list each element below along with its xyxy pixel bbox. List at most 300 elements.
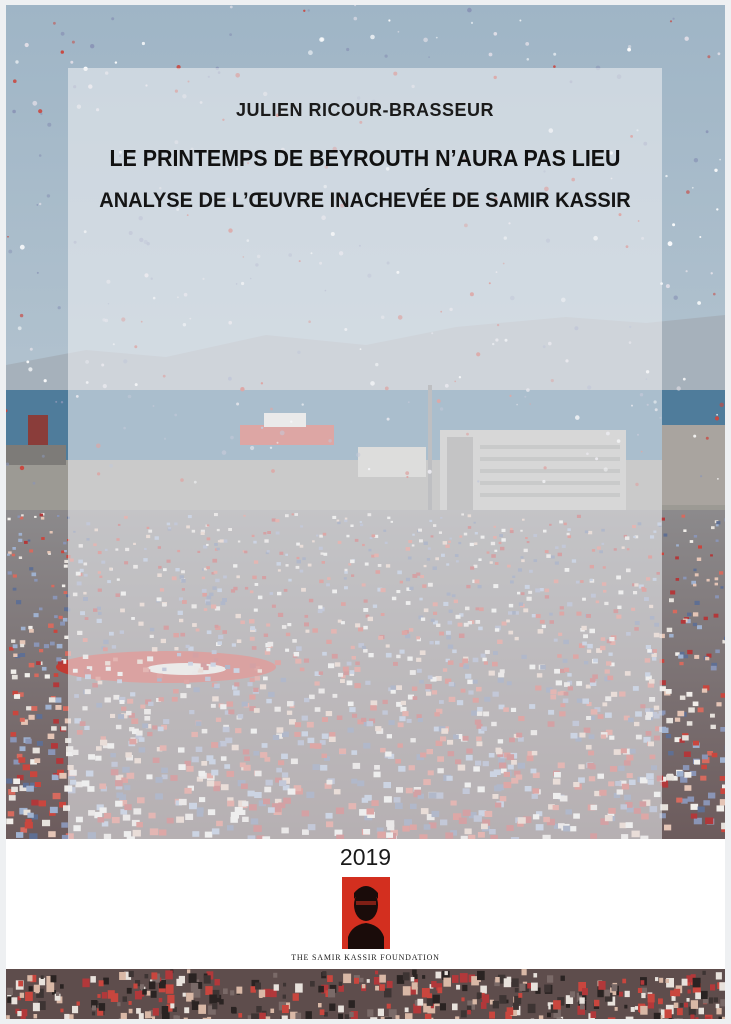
balloon-texture <box>142 42 145 45</box>
crowd-texture <box>274 984 279 990</box>
crowd-texture <box>39 800 46 806</box>
balloon-texture <box>40 113 42 115</box>
crowd-texture <box>702 971 705 975</box>
crowd-texture <box>547 975 553 982</box>
crowd-texture <box>339 982 343 986</box>
crowd-texture <box>295 983 303 992</box>
crowd-texture <box>499 995 506 1004</box>
crowd-texture <box>7 988 13 995</box>
crowd-texture <box>56 657 61 661</box>
crowd-texture <box>63 542 66 545</box>
crowd-texture <box>489 1012 495 1019</box>
balloon-texture <box>693 435 696 438</box>
crowd-texture <box>680 1003 684 1007</box>
crowd-texture <box>619 992 623 997</box>
crowd-texture <box>721 693 725 698</box>
crowd-texture <box>648 994 655 1003</box>
portrait-logo-icon <box>342 877 390 949</box>
crowd-texture <box>207 1017 211 1019</box>
crowd-texture <box>427 998 433 1006</box>
crowd-texture <box>11 787 18 792</box>
crowd-texture <box>270 1009 274 1013</box>
crowd-texture <box>318 986 324 993</box>
crowd-texture <box>282 1016 288 1020</box>
crowd-texture <box>24 541 28 544</box>
crowd-texture <box>716 1008 721 1014</box>
crowd-texture <box>251 986 256 993</box>
crowd-texture <box>19 533 23 536</box>
crowd-texture <box>136 1008 141 1014</box>
crowd-texture <box>13 588 17 591</box>
crowd-texture <box>184 1018 188 1019</box>
balloon-texture <box>713 293 716 296</box>
crowd-texture <box>579 997 584 1004</box>
crowd-texture <box>677 1008 683 1015</box>
crowd-texture <box>658 998 663 1004</box>
crowd-texture <box>8 518 11 521</box>
crowd-texture <box>324 1012 328 1017</box>
crowd-texture <box>683 529 686 532</box>
crowd-texture <box>61 551 64 554</box>
crowd-texture <box>597 990 603 998</box>
crowd-texture <box>690 540 694 543</box>
crowd-texture <box>322 971 326 976</box>
crowd-texture <box>553 1000 561 1009</box>
crowd-texture <box>338 985 344 992</box>
crowd-texture <box>18 757 25 763</box>
crowd-texture <box>669 598 674 602</box>
crowd-texture <box>48 734 55 739</box>
crowd-texture <box>668 751 674 755</box>
balloon-texture <box>12 110 16 114</box>
crowd-texture <box>664 825 671 831</box>
crowd-texture <box>720 776 725 781</box>
balloon-texture <box>53 22 56 25</box>
crowd-texture <box>461 1010 467 1017</box>
crowd-texture <box>345 1014 349 1019</box>
crowd-texture <box>719 571 723 574</box>
crowd-texture <box>666 775 674 781</box>
crowd-texture <box>412 982 418 989</box>
crowd-texture <box>716 540 719 542</box>
crowd-texture <box>64 591 68 594</box>
crowd-texture <box>687 721 693 726</box>
crowd-texture <box>608 1017 616 1019</box>
crowd-texture <box>452 975 459 983</box>
crowd-texture <box>53 719 59 724</box>
crowd-texture <box>20 718 25 722</box>
crowd-texture <box>683 577 686 580</box>
crowd-texture <box>631 1007 635 1012</box>
balloon-texture <box>20 245 25 250</box>
crowd-texture <box>198 1005 206 1014</box>
crowd-texture <box>708 793 715 799</box>
crowd-texture <box>455 1016 459 1019</box>
crowd-texture <box>45 674 50 678</box>
crowd-texture <box>662 783 668 788</box>
crowd-texture <box>20 993 24 998</box>
crowd-texture <box>412 970 417 976</box>
crowd-texture <box>677 771 684 777</box>
crowd-texture <box>187 969 190 973</box>
crowd-texture <box>515 988 519 993</box>
crowd-texture <box>64 1014 69 1019</box>
crowd-texture <box>184 1007 189 1013</box>
crowd-texture <box>507 977 512 982</box>
crowd-texture <box>604 990 610 997</box>
crowd-texture <box>384 988 392 997</box>
crowd-texture <box>375 971 378 975</box>
crowd-texture <box>51 743 58 749</box>
crowd-texture <box>635 1006 638 1010</box>
crowd-texture <box>11 670 16 674</box>
crowd-texture <box>53 682 59 687</box>
balloon-texture <box>20 466 24 470</box>
crowd-texture <box>102 992 107 999</box>
crowd-texture <box>293 993 299 1001</box>
crowd-texture <box>666 718 673 723</box>
balloon-texture <box>72 41 75 44</box>
crowd-texture <box>682 515 686 518</box>
crowd-texture <box>705 1017 711 1019</box>
crowd-texture <box>49 697 56 702</box>
balloon-texture <box>370 35 375 40</box>
crowd-texture <box>20 653 25 657</box>
crowd-texture <box>59 773 66 779</box>
crowd-texture <box>153 1008 159 1016</box>
crowd-texture <box>367 1009 373 1016</box>
balloon-texture <box>627 48 631 52</box>
crowd-texture <box>36 714 42 719</box>
crowd-photo-strip <box>6 969 725 1019</box>
crowd-texture <box>29 549 33 552</box>
crowd-texture <box>522 969 527 975</box>
balloon-texture <box>70 61 73 64</box>
crowd-texture <box>145 974 149 978</box>
crowd-texture <box>57 515 59 517</box>
crowd-texture <box>720 799 725 805</box>
crowd-texture <box>694 818 702 825</box>
crowd-texture <box>716 524 719 526</box>
crowd-texture <box>669 634 674 638</box>
crowd-texture <box>493 1001 499 1009</box>
crowd-texture <box>165 970 173 979</box>
balloon-texture <box>717 478 719 480</box>
crowd-texture <box>680 696 686 700</box>
book-subtitle: ANALYSE DE L’ŒUVRE INACHEVÉE DE SAMIR KASSIR <box>99 188 631 212</box>
crowd-texture <box>39 608 43 611</box>
crowd-texture <box>462 985 467 991</box>
crowd-texture <box>57 644 63 649</box>
crowd-texture <box>720 788 725 794</box>
crowd-texture <box>127 988 132 994</box>
crowd-texture <box>283 983 286 987</box>
crowd-texture <box>683 765 689 770</box>
crowd-texture <box>622 979 626 984</box>
balloon-texture <box>719 159 721 161</box>
crowd-texture <box>32 573 37 577</box>
crowd-texture <box>512 978 519 987</box>
balloon-texture <box>61 32 65 36</box>
crowd-texture <box>204 975 211 983</box>
crowd-texture <box>255 983 261 990</box>
crowd-texture <box>20 644 24 647</box>
balloon-texture <box>716 414 718 416</box>
crowd-texture <box>674 1003 679 1008</box>
balloon-texture <box>674 296 678 300</box>
crowd-texture <box>33 748 40 754</box>
crowd-texture <box>212 1003 217 1009</box>
crowd-texture <box>259 1013 266 1019</box>
crowd-texture <box>12 554 15 557</box>
crowd-texture <box>716 1004 720 1008</box>
crowd-texture <box>698 807 705 813</box>
crowd-texture <box>11 732 17 737</box>
crowd-texture <box>405 1008 409 1013</box>
publisher-name: THE SAMIR KASSIR FOUNDATION <box>291 953 440 962</box>
crowd-texture <box>59 616 63 619</box>
crowd-texture <box>379 975 386 983</box>
crowd-texture <box>688 707 695 712</box>
crowd-texture <box>159 998 163 1002</box>
crowd-texture <box>720 586 723 589</box>
balloon-texture <box>47 194 50 197</box>
balloon-texture <box>527 58 530 61</box>
crowd-texture <box>189 973 197 983</box>
balloon-texture <box>436 37 438 39</box>
crowd-texture <box>539 1015 543 1019</box>
crowd-texture <box>375 986 379 991</box>
crowd-texture <box>467 1010 471 1015</box>
balloon-texture <box>716 208 718 210</box>
crowd-texture <box>146 991 150 996</box>
crowd-texture <box>149 981 156 989</box>
balloon-texture <box>25 43 29 47</box>
balloon-texture <box>38 109 42 113</box>
balloon-texture <box>303 10 305 12</box>
crowd-texture <box>670 590 675 594</box>
crowd-texture <box>55 697 62 702</box>
crowd-texture <box>8 811 15 816</box>
crowd-texture <box>687 650 692 654</box>
crowd-texture <box>422 975 425 979</box>
crowd-texture <box>507 1007 514 1015</box>
crowd-texture <box>129 971 134 977</box>
crowd-texture <box>672 996 676 1001</box>
crowd-texture <box>694 760 700 765</box>
crowd-texture <box>61 726 66 730</box>
crowd-texture <box>719 1017 722 1019</box>
crowd-texture <box>679 662 683 665</box>
crowd-texture <box>64 550 67 552</box>
balloon-texture <box>32 101 37 106</box>
balloon-texture <box>673 18 675 20</box>
crowd-texture <box>349 1000 355 1008</box>
crowd-texture <box>39 649 43 652</box>
crowd-texture <box>710 714 715 718</box>
crowd-texture <box>108 990 115 999</box>
crowd-texture <box>42 820 50 826</box>
crowd-texture <box>378 1009 384 1017</box>
balloon-texture <box>699 236 701 238</box>
crowd-texture <box>714 614 719 618</box>
crowd-texture <box>711 725 716 729</box>
crowd-texture <box>695 992 701 999</box>
balloon-texture <box>715 416 719 420</box>
crowd-texture <box>192 1001 199 1010</box>
crowd-texture <box>21 1009 27 1016</box>
crowd-texture <box>27 975 32 981</box>
balloon-texture <box>672 223 675 226</box>
balloon-texture <box>388 19 390 21</box>
crowd-texture <box>694 535 697 538</box>
balloon-texture <box>30 348 33 351</box>
crowd-texture <box>41 537 45 540</box>
crowd-texture <box>710 554 713 556</box>
crowd-texture <box>556 1018 562 1019</box>
crowd-texture <box>684 785 691 791</box>
crowd-texture <box>60 622 65 626</box>
crowd-texture <box>693 741 699 746</box>
crowd-texture <box>48 831 56 837</box>
balloon-texture <box>55 401 57 403</box>
crowd-texture <box>715 595 719 598</box>
crowd-texture <box>437 987 442 993</box>
crowd-texture <box>10 737 17 742</box>
crowd-texture <box>6 1015 10 1019</box>
balloon-texture <box>308 9 310 11</box>
balloon-texture <box>711 272 713 274</box>
crowd-texture <box>724 518 725 521</box>
crowd-texture <box>666 689 672 694</box>
balloon-texture <box>398 31 400 33</box>
crowd-texture <box>48 749 55 755</box>
crowd-texture <box>693 612 698 616</box>
crowd-texture <box>29 629 34 633</box>
balloon-texture <box>428 56 430 58</box>
crowd-texture <box>12 675 18 680</box>
crowd-texture <box>425 1014 432 1019</box>
crowd-texture <box>62 585 65 588</box>
crowd-texture <box>691 1000 698 1009</box>
crowd-texture <box>29 986 33 991</box>
crowd-texture <box>443 978 451 987</box>
crowd-texture <box>695 601 700 605</box>
crowd-texture <box>667 628 673 632</box>
crowd-texture <box>436 972 442 979</box>
crowd-texture <box>29 567 33 570</box>
crowd-texture <box>519 984 525 991</box>
crowd-texture <box>18 516 21 518</box>
crowd-texture <box>53 793 61 799</box>
crowd-texture <box>162 1006 169 1014</box>
crowd-texture <box>676 798 682 803</box>
crowd-texture <box>29 715 35 720</box>
crowd-texture <box>659 978 663 983</box>
crowd-texture <box>703 800 710 805</box>
crowd-texture <box>705 657 709 660</box>
crowd-texture <box>693 623 697 626</box>
crowd-texture <box>135 991 142 999</box>
balloon-texture <box>683 378 686 381</box>
balloon-texture <box>718 52 721 55</box>
crowd-texture <box>310 981 315 987</box>
balloon-texture <box>489 53 493 57</box>
crowd-texture <box>77 1002 80 1006</box>
crowd-texture <box>151 991 157 998</box>
crowd-texture <box>338 1014 343 1019</box>
crowd-texture <box>481 1002 487 1009</box>
crowd-texture <box>16 832 23 838</box>
crowd-texture <box>691 804 699 810</box>
crowd-texture <box>422 988 430 998</box>
crowd-texture <box>612 984 618 991</box>
crowd-texture <box>103 978 109 985</box>
crowd-texture <box>688 797 695 802</box>
crowd-texture <box>480 986 487 994</box>
title-overlay-panel <box>68 68 662 839</box>
crowd-texture <box>684 772 691 778</box>
balloon-texture <box>677 386 681 390</box>
crowd-texture <box>99 980 104 986</box>
balloon-texture <box>346 48 349 51</box>
balloon-texture <box>37 204 39 206</box>
balloon-texture <box>47 123 51 127</box>
crowd-texture <box>123 996 128 1001</box>
balloon-texture <box>423 38 428 43</box>
crowd-texture <box>34 1014 38 1018</box>
balloon-texture <box>685 37 689 41</box>
crowd-texture <box>561 976 565 981</box>
crowd-texture <box>711 526 715 529</box>
crowd-texture <box>7 554 10 556</box>
crowd-texture <box>705 818 713 825</box>
crowd-texture <box>282 1005 289 1013</box>
crowd-texture <box>167 995 174 1004</box>
crowd-texture <box>403 986 411 995</box>
crowd-texture <box>6 779 12 784</box>
crowd-texture <box>121 1013 127 1019</box>
crowd-texture <box>717 805 725 811</box>
crowd-texture <box>687 998 690 1002</box>
crowd-texture <box>698 545 702 548</box>
crowd-texture <box>720 999 725 1006</box>
crowd-texture <box>54 673 59 677</box>
crowd-texture <box>707 579 710 582</box>
crowd-texture <box>686 692 692 697</box>
crowd-texture <box>18 981 23 987</box>
crowd-texture <box>72 1006 78 1013</box>
crowd-texture <box>34 674 38 678</box>
balloon-texture <box>230 6 233 9</box>
crowd-texture <box>13 779 20 785</box>
crowd-texture <box>236 987 242 994</box>
balloon-texture <box>354 17 358 21</box>
balloon-texture <box>90 44 94 48</box>
crowd-texture <box>21 627 26 631</box>
crowd-texture <box>51 585 54 588</box>
crowd-texture <box>433 995 440 1004</box>
crowd-texture <box>33 1003 40 1011</box>
crowd-texture <box>209 995 217 1004</box>
crowd-texture <box>720 757 725 763</box>
crowd-texture <box>11 997 17 1004</box>
crowd-texture <box>594 1000 599 1007</box>
crowd-texture <box>119 972 126 980</box>
balloon-texture <box>308 50 313 55</box>
crowd-texture <box>396 1015 400 1019</box>
crowd-texture <box>56 992 59 996</box>
